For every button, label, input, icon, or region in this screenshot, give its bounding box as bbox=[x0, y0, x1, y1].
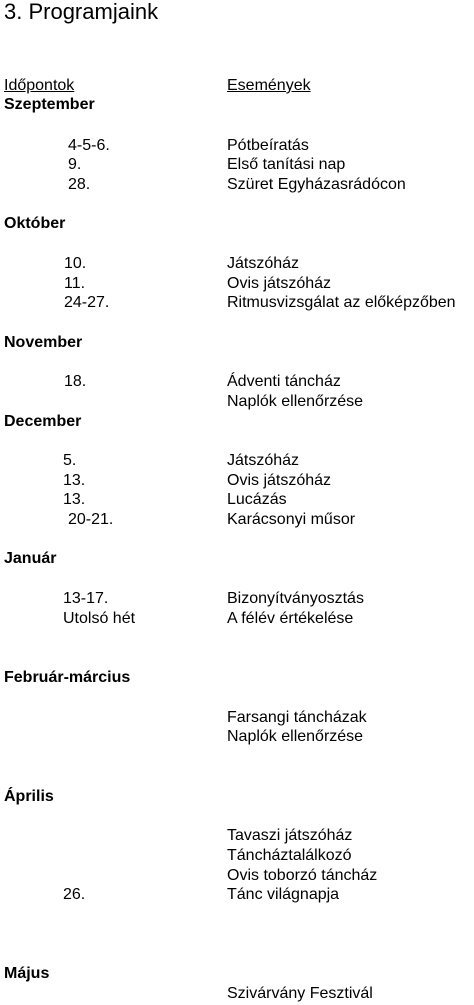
event-name: Első tanítási nap bbox=[227, 156, 346, 173]
event-name: Ovis játszóház bbox=[227, 275, 332, 292]
event-name: Ritmusvizsgálat az előképzőben bbox=[227, 294, 456, 311]
event-name: Pótbeíratás bbox=[227, 137, 309, 154]
event-name: Szivárvány Fesztivál bbox=[227, 985, 373, 1002]
dates-column-header: Időpontok bbox=[4, 77, 75, 94]
event-date: 4-5-6. bbox=[68, 137, 110, 154]
event-date: 5. bbox=[63, 452, 77, 469]
month-heading-april: Április bbox=[4, 788, 54, 805]
event-name: Lucázás bbox=[227, 491, 287, 508]
event-name: Tánc világnapja bbox=[227, 886, 340, 903]
event-name: Karácsonyi műsor bbox=[227, 511, 356, 528]
month-heading-may: Május bbox=[4, 965, 50, 982]
event-date: 20-21. bbox=[68, 511, 114, 528]
month-heading-january: Január bbox=[4, 550, 57, 567]
event-date: 13-17. bbox=[63, 590, 109, 607]
event-date: 28. bbox=[68, 176, 91, 193]
event-name: Játszóház bbox=[227, 452, 300, 469]
event-date: 18. bbox=[64, 373, 87, 390]
event-name: Játszóház bbox=[227, 255, 300, 272]
event-name: Táncháztalálkozó bbox=[227, 847, 352, 864]
event-name: Farsangi táncházak bbox=[227, 709, 367, 726]
event-name: Naplók ellenőrzése bbox=[227, 393, 364, 410]
event-date: 13. bbox=[63, 472, 86, 489]
event-date: 13. bbox=[63, 491, 86, 508]
month-heading-september: Szeptember bbox=[4, 96, 95, 113]
event-name: Szüret Egyházasrádócon bbox=[227, 176, 406, 193]
month-heading-december: December bbox=[4, 413, 82, 430]
event-name: A félév értékelése bbox=[227, 610, 354, 627]
month-heading-october: Október bbox=[4, 215, 66, 232]
month-heading-february-march: Február-március bbox=[4, 669, 131, 686]
event-date: 24-27. bbox=[64, 294, 110, 311]
event-name: Tavaszi játszóház bbox=[227, 827, 353, 844]
event-name: Naplók ellenőrzése bbox=[227, 728, 364, 745]
month-heading-november: November bbox=[4, 334, 83, 351]
page-title: 3. Programjaink bbox=[4, 0, 159, 24]
event-name: Bizonyítványosztás bbox=[227, 590, 364, 607]
event-date: 10. bbox=[64, 255, 87, 272]
event-name: Ádventi táncház bbox=[227, 373, 341, 390]
events-column-header: Események bbox=[227, 77, 311, 94]
event-date: 26. bbox=[63, 886, 86, 903]
event-date: Utolsó hét bbox=[63, 610, 136, 627]
event-date: 9. bbox=[68, 156, 82, 173]
event-name: Ovis játszóház bbox=[227, 472, 332, 489]
event-date: 11. bbox=[64, 275, 86, 292]
event-name: Ovis toborzó táncház bbox=[227, 867, 378, 884]
